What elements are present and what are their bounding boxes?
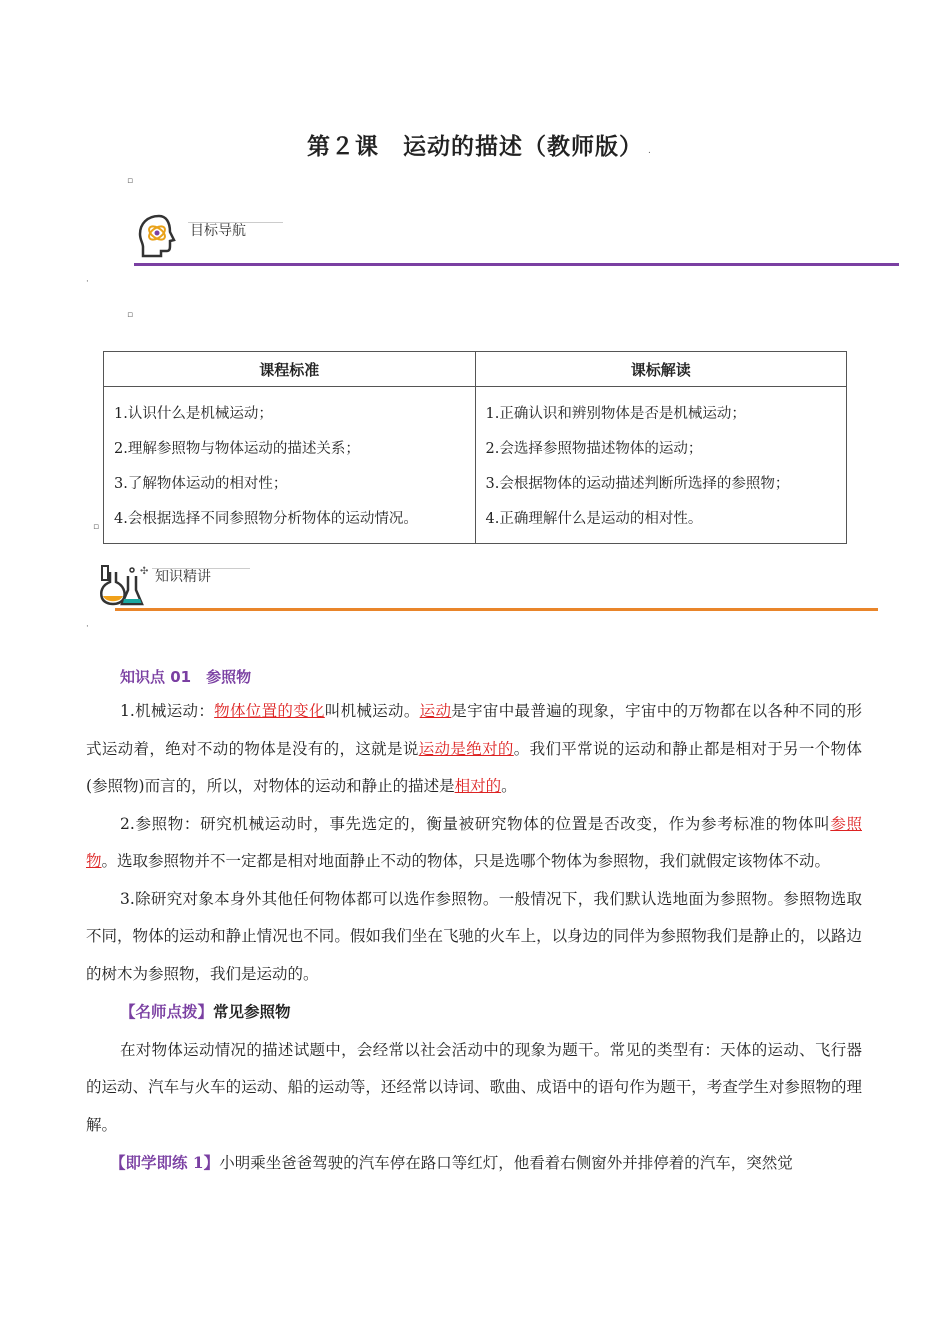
keyword-highlight: 参照物 <box>86 814 862 870</box>
section-label-knowledge: 知识精讲 <box>155 569 211 585</box>
sparkle-icon: ✣ <box>140 566 149 577</box>
content-body <box>86 693 862 1183</box>
paragraph-mark: · <box>86 277 89 287</box>
list-item: 2.理解参照物与物体运动的描述关系； <box>114 441 360 457</box>
list-item: 4.会根据选择不同参照物分析物体的运动情况。 <box>114 511 418 527</box>
list-item: 1.正确认识和辨别物体是否是机械运动； <box>485 406 746 422</box>
paragraph-tip: 在对物体运动情况的描述试题中，会经常以社会活动中的现象为题干。常见的类型有：天体的运动、飞行器的运动、汽车与火车的运动、船的运动等，还经常以诗词、歌曲、成语中的语句作为题干，考查学生对参照物的理解。 <box>86 1040 862 1134</box>
paragraph-mark: ▫ <box>93 522 100 532</box>
brain-head-icon <box>135 212 183 262</box>
list-item: 1.认识什么是机械运动； <box>114 406 273 422</box>
flask-icon <box>98 562 144 608</box>
table-cell-standards <box>104 387 476 544</box>
paragraph-mark: · <box>86 622 89 632</box>
section-label-goal: 目标导航 <box>190 223 246 239</box>
list-item: 3.了解物体运动的相对性； <box>114 476 288 492</box>
paragraph-mark: . <box>648 146 651 156</box>
table-cell-interpretation <box>475 387 847 544</box>
list-item: 4.正确理解什么是运动的相对性。 <box>485 511 703 527</box>
keyword-highlight: 运动是绝对的 <box>418 739 514 758</box>
paragraph-choose-reference: 3.除研究对象本身外其他任何物体都可以选作参照物。一般情况下，我们默认选地面为参照物。参照物选取不同，物体的运动和静止情况也不同。假如我们坐在飞驰的火车上，以身边的同伴为参照物我们是静止的，以路边的树木为参照物，我们是运动的。 <box>86 889 862 983</box>
table-header: 课标解读 <box>475 352 847 387</box>
page-title: 第２课 运动的描述（教师版） <box>307 133 643 160</box>
label-underline <box>152 568 250 569</box>
paragraph-mark: ▫ <box>127 176 134 186</box>
section-divider-purple <box>134 263 899 266</box>
keyword-highlight: 相对的 <box>454 777 502 795</box>
paragraph-mechanical-motion: 1.机械运动：物体位置的变化叫机械运动。运动是宇宙中最普遍的现象，宇宙中的万物都在以各种不同的形式运动着，绝对不动的物体是没有的，这就是说运动是绝对的。我们平常说的运动和静止都是相对于另一个物体(参照物)而言的，所以，对物体的运动和静止的描述是相对的。 <box>86 702 862 795</box>
table-header: 课程标准 <box>104 352 476 387</box>
paragraph-mark: ▫ <box>127 310 134 320</box>
keyword-highlight: 物体位置的变化 <box>214 702 325 720</box>
list-item: 3.会根据物体的运动描述判断所选择的参照物； <box>485 476 790 492</box>
label-underline <box>188 222 283 223</box>
paragraph-reference-object: 2.参照物：研究机械运动时，事先选定的，衡量被研究物体的位置是否改变，作为参考标准的物体叫参照物。选取参照物并不一定都是相对地面静止不动的物体，只是选哪个物体为参照物，我们就假定该物体不动。 <box>86 814 862 870</box>
section-divider-orange <box>115 608 878 611</box>
keyword-highlight: 运动 <box>419 702 452 720</box>
curriculum-table <box>103 351 847 544</box>
list-item: 2.会选择参照物描述物体的运动； <box>485 441 703 457</box>
exercise-1: 【即学即练 1】小明乘坐爸爸驾驶的汽车停在路口等红灯，他看着右侧窗外并排停着的汽车，突然觉 <box>110 1153 793 1172</box>
tip-heading: 【名师点拨】常见参照物 <box>120 1002 291 1021</box>
knowledge-point-heading: 知识点 01 参照物 <box>120 668 252 686</box>
